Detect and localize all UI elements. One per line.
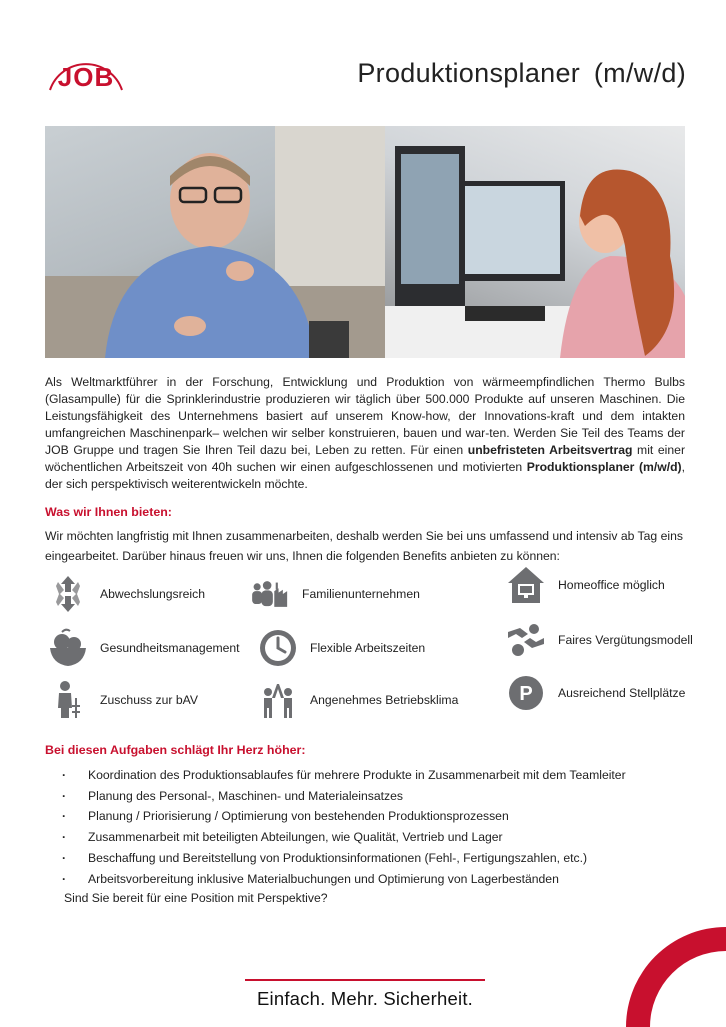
tasks-heading: Bei diesen Aufgaben schlägt Ihr Herz höher: (45, 743, 306, 757)
fruit-basket-icon (48, 628, 88, 668)
clock-icon (258, 628, 298, 668)
home-office-icon (506, 565, 546, 605)
svg-text:JOB: JOB (57, 62, 115, 92)
photo-woman-at-computer (385, 126, 685, 358)
contract-type: unbefristeten Arbeitsvertrag (467, 443, 633, 457)
header-photos (45, 126, 685, 358)
page-title: Produktionsplaner (m/w/d) (357, 58, 686, 88)
corner-arc-decoration (626, 927, 726, 1027)
benefit-item: Flexible Arbeitszeiten (258, 628, 425, 668)
benefit-item: Angenehmes Betriebsklima (258, 680, 458, 720)
pension-icon (48, 680, 88, 720)
benefit-item: Zuschuss zur bAV (48, 680, 198, 720)
list-item: · Zusammenarbeit mit beteiligten Abteilungen, wie Qualität, Vertrieb und Lager (62, 827, 662, 848)
list-item: · Beschaffung und Bereitstellung von Produktionsinformationen (Fehl-, Fertigungszahlen, etc.) (62, 848, 662, 869)
arrows-icon (48, 574, 88, 614)
list-item: · Koordination des Produktionsablaufes für mehrere Produkte in Zusammenarbeit mit dem Teamleiter (62, 765, 662, 786)
photo-man-with-glass-ampoule (45, 126, 385, 358)
closing-question: Sind Sie bereit für eine Position mit Perspektive? (64, 891, 328, 905)
footer-divider (245, 979, 485, 981)
handshake-money-icon (506, 620, 546, 660)
footer-slogan: Einfach. Mehr. Sicherheit. (257, 988, 473, 1009)
family-factory-icon (250, 574, 290, 614)
benefit-item: Gesundheitsmanagement (48, 628, 240, 668)
offer-heading: Was wir Ihnen bieten: (45, 505, 172, 519)
list-item: · Planung des Personal-, Maschinen- und Materialeinsatzes (62, 786, 662, 807)
parking-icon (506, 673, 546, 713)
benefit-item: Homeoffice möglich (506, 565, 665, 605)
benefit-item: Familienunternehmen (250, 574, 420, 614)
intro-paragraph: Als Weltmarktführer in der Forschung, Entwicklung und Produktion von wärmeempfindlichen Thermo Bulbs (Glasampulle) für die Sprinklerindustrie produzieren wir täglich über 500.000 Produkte auf unseren Maschinen. Die Leistungsfähigkeit des Unternehmens basiert auf unserem Know-how, der Innovations-kraft und dem intakten umfangreichen Maschinenpark– welchen wir selber konstruieren, bauen und war-ten. Werden Sie Teil des Teams der JOB Gruppe und tragen Sie Ihren Teil dazu bei, Leben zu retten. Für einen unbefristeten Arbeitsvertrag mit einer wöchentlichen Arbeitszeit von 40h suchen wir einen aufgeschlossenen und motivierten Produktionsplaner (m/w/d), der sich perspektivisch weiterentwickeln möchte. (45, 375, 686, 491)
list-item: · Arbeitsvorbereitung inklusive Materialbuchungen und Optimierung von Lagerbeständen (62, 869, 662, 890)
svg-text:P: P (519, 683, 533, 705)
benefit-item: Faires Vergütungsmodell (506, 620, 693, 660)
tasks-list (62, 765, 662, 889)
offer-text: Wir möchten langfristig mit Ihnen zusammenarbeiten, deshalb werden Sie bei uns umfassend und intensiv ab Tag eins eingearbeitet. Darüber hinaus freuen wir uns, Ihnen die folgenden Benefits anbieten zu können: (45, 529, 683, 563)
list-item: · Planung / Priorisierung / Optimierung von bestehenden Produktionsprozessen (62, 806, 662, 827)
benefit-item: P Ausreichend Stellplätze (506, 673, 685, 713)
job-logo (44, 50, 128, 102)
benefit-item: Abwechslungsreich (48, 574, 205, 614)
high-five-icon (258, 680, 298, 720)
job-title-inline: Produktionsplaner (m/w/d) (526, 460, 682, 474)
